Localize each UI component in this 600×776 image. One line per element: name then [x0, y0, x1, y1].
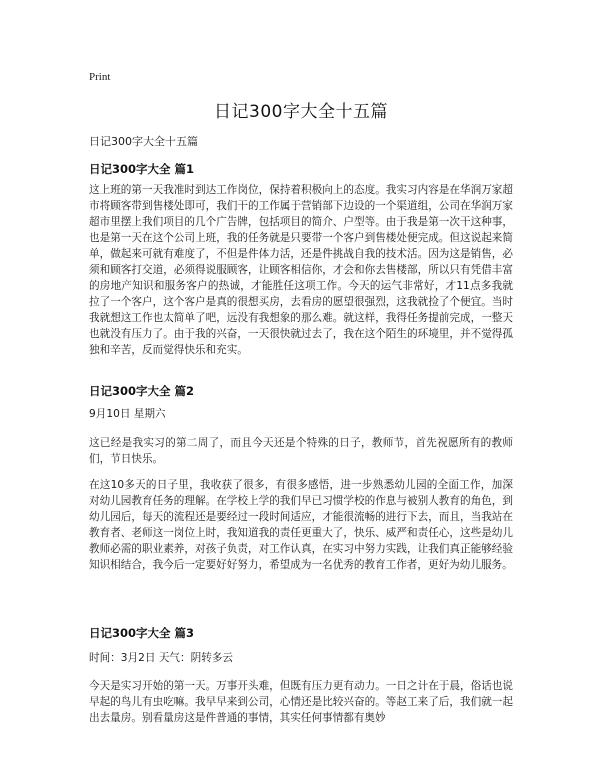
section-2-paragraph-1: 这已经是我实习的第二周了，而且今天还是个特殊的日子，教师节，首先祝愿所有的教师们，节日快乐。	[89, 437, 513, 465]
section-heading-1: 日记300字大全 篇1	[89, 162, 195, 176]
section-1-paragraph-1: 这上班的第一天我准时到达工作岗位，保持着积极向上的态度。我实习内容是在华润万家超市将顾客带到售楼处即可，我们干的工作属于营销部下边设的一个渠道组，公司在华润万家超市里摆上我们项目的几个广告牌，包括项目的简介、户型等。由于我是第一次干这种事，也是第一天在这个公司上班，我的任务就是只要带一个客户到售楼处便完成。但这说起来简单，做起来可就有难度了，不但是件体力活，还是件挑战自我的技术活。因为这是销售，必须和顾客打交道，必须得说服顾客，让顾客相信你，才会和你去售楼部，所以只有凭借丰富的房地产知识和服务客户的热诚，才能胜任这项工作。今天的运气非常好，才11点多我就拉了一个客户，这个客户是真的很想买房，去看房的愿望很强烈，这我就捡了个便宜。当时我就想这工作也太简单了吧，远没有我想象的那么难。就这样，我得任务提前完成，一整天也就没有压力了。由于我的兴奋，一天很快就过去了，我在这个陌生的环境里，并不觉得孤独和辛苦，反而觉得快乐和充实。	[89, 184, 513, 356]
section-heading-3: 日记300字大全 篇3	[89, 626, 195, 640]
document-title: 日记300字大全十五篇	[214, 102, 388, 122]
document-subtitle: 日记300字大全十五篇	[89, 135, 198, 148]
section-heading-2: 日记300字大全 篇2	[89, 384, 195, 398]
section-3-paragraph-1: 今天是实习开始的第一天。万事开头难，但既有压力更有动力。一日之计在于晨，俗话也说早起的鸟儿有虫吃嘛。我早早来到公司，心情还是比较兴奋的。等赵工来了后，我们就一起出去量房。别看量房这是件普通的事情，其实任何事情都有奥妙	[89, 680, 513, 724]
print-link[interactable]: Print	[89, 71, 111, 83]
section-2-paragraph-2: 在这10多天的日子里，我收获了很多，有很多感悟，进一步熟悉幼儿园的全面工作，加深对幼儿园教育任务的理解。在学校上学的我们早已习惯学校的作息与被别人教育的角色，到幼儿园后，每天的流程还是要经过一段时间适应，才能很流畅的进行下去，而且，当我站在教育者、老师这一岗位上时，我知道我的责任更重大了，快乐、威严和责任心，这些是幼儿教师必需的职业素养，对孩子负责，对工作认真，在实习中努力实践，让我们真正能够经验知识相结合，我今后一定要好好努力，希望成为一名优秀的教育工作者，更好为幼儿服务。	[89, 479, 513, 571]
section-2-date-line: 9月10日 星期六	[89, 408, 166, 420]
section-3-date-line: 时间：3月2日 天气：阴转多云	[89, 652, 233, 664]
